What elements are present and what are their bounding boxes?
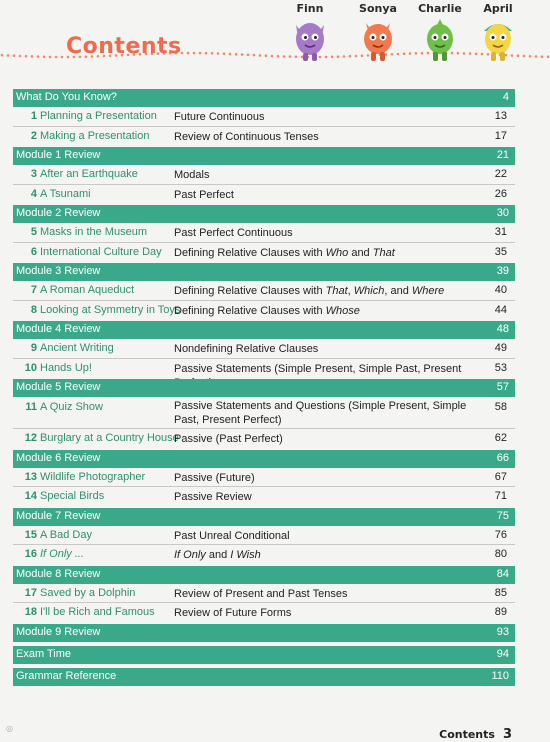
section-title: Module 8 Review — [16, 567, 101, 580]
section-title: Module 3 Review — [16, 265, 101, 277]
lesson-title: Planning a Presentation — [40, 110, 157, 122]
page-footer — [439, 727, 512, 742]
lesson-number: 1 — [30, 110, 37, 122]
lesson-row — [13, 223, 515, 243]
dot — [205, 52, 208, 55]
dot — [217, 52, 220, 55]
grammar-topic: Review of Future Forms — [174, 607, 292, 619]
lesson-number: 12 — [24, 432, 37, 444]
lesson-row — [13, 107, 515, 127]
character-april — [470, 2, 526, 63]
lesson-row — [13, 127, 515, 147]
section-header — [13, 450, 515, 468]
page-title: Contents — [66, 34, 182, 59]
lesson-title: Wildlife Photographer — [40, 470, 146, 483]
lesson-title: Ancient Writing — [40, 342, 114, 354]
section-title: Module 6 Review — [16, 451, 101, 464]
section-title: Exam Time — [16, 647, 72, 660]
lesson-number: 8 — [30, 303, 37, 316]
dot — [211, 52, 214, 55]
grammar-topic: Passive Statements (Simple Present, Simple Past, Present — [174, 362, 462, 375]
lesson-title: Saved by a Dolphin — [40, 586, 136, 599]
lesson-title: If Only ... — [40, 548, 85, 560]
section-title: What Do You Know? — [16, 91, 117, 103]
dot — [199, 52, 202, 55]
dot — [1, 54, 4, 57]
grammar-topic: Defining Relative Clauses with That, Which, and Where — [174, 285, 445, 297]
section-page: 84 — [496, 567, 509, 580]
grammar-topic: Review of Present and Past Tenses — [174, 587, 348, 600]
section-title: Module 2 Review — [16, 207, 101, 219]
grammar-topic: Past Perfect Continuous — [174, 227, 293, 239]
lesson-number: 3 — [30, 168, 37, 180]
section-header — [13, 89, 515, 107]
lesson-row — [13, 185, 515, 205]
section-header — [13, 147, 515, 165]
dot — [343, 55, 346, 58]
dot — [25, 55, 28, 58]
character-charlie — [412, 2, 468, 63]
lesson-number: 9 — [30, 342, 37, 354]
section-title: Module 7 Review — [16, 509, 101, 522]
footer-label: Contents — [439, 728, 495, 741]
lesson-page: 89 — [494, 606, 507, 618]
lesson-title: A Tsunami — [40, 187, 91, 200]
section-page: 4 — [502, 91, 509, 103]
dot — [13, 54, 16, 57]
lesson-page: 62 — [494, 432, 507, 444]
lesson-number: 7 — [30, 284, 37, 296]
section-page: 39 — [496, 265, 509, 277]
character-finn — [282, 2, 338, 63]
lesson-number: 5 — [30, 226, 37, 238]
dot — [43, 56, 46, 59]
lesson-page: 44 — [494, 303, 507, 316]
april-mascot-icon — [476, 17, 520, 63]
lesson-number: 2 — [30, 129, 37, 142]
section-page: 48 — [496, 323, 509, 335]
lesson-page: 76 — [494, 528, 507, 541]
section-header — [13, 624, 515, 642]
dot — [235, 53, 238, 56]
lesson-row — [13, 165, 515, 185]
character-name: Sonya — [359, 2, 397, 15]
lesson-title: A Quiz Show — [40, 401, 103, 413]
section-page: 30 — [496, 207, 509, 219]
lesson-number: 6 — [30, 245, 37, 258]
lesson-page: 67 — [494, 470, 507, 483]
dot — [277, 55, 280, 58]
lesson-page: 71 — [494, 490, 507, 502]
lesson-row — [13, 429, 515, 449]
lesson-row — [13, 545, 515, 565]
lesson-page: 17 — [494, 129, 507, 142]
section-page: 93 — [496, 625, 509, 638]
section-page: 94 — [496, 647, 509, 660]
dot — [409, 52, 412, 55]
lesson-number: 11 — [25, 401, 37, 413]
dot — [61, 56, 64, 59]
lesson-page: 13 — [494, 110, 507, 122]
lesson-title: After an Earthquake — [40, 168, 138, 180]
dot — [31, 55, 34, 58]
character-name: Charlie — [418, 2, 462, 15]
section-title: Module 1 Review — [16, 149, 101, 161]
dot — [547, 56, 550, 59]
lesson-row — [13, 359, 515, 379]
dot — [7, 54, 10, 57]
lesson-title: Masks in the Museum — [40, 226, 147, 238]
character-name: April — [483, 2, 513, 15]
lesson-row — [13, 526, 515, 546]
sonya-mascot-icon — [356, 17, 400, 63]
grammar-topic: If Only and I Wish — [174, 549, 261, 561]
lesson-title: I'll be Rich and Famous — [40, 606, 155, 618]
lesson-row — [13, 487, 515, 507]
lesson-title: Special Birds — [40, 490, 105, 502]
section-header — [13, 321, 515, 339]
grammar-topic: Modals — [174, 169, 210, 181]
charlie-mascot-icon — [418, 17, 462, 63]
section-page: 110 — [491, 669, 509, 682]
lesson-title: Burglary at a Country House — [40, 432, 179, 444]
lesson-page: 40 — [494, 284, 507, 296]
dot — [223, 52, 226, 55]
lesson-number: 10 — [24, 361, 37, 374]
lesson-title: Hands Up! — [40, 361, 92, 374]
contents-table — [13, 89, 515, 686]
dot — [265, 54, 268, 57]
section-page: 75 — [496, 509, 509, 522]
lesson-page: 22 — [494, 168, 507, 180]
dot — [49, 56, 52, 59]
dot — [535, 55, 538, 58]
lesson-number: 14 — [24, 490, 37, 502]
section-page: 66 — [496, 451, 509, 464]
grammar-topic: Review of Continuous Tenses — [174, 130, 319, 143]
dot — [253, 54, 256, 57]
lesson-number: 18 — [24, 606, 37, 618]
lesson-number: 15 — [24, 528, 37, 541]
grammar-topic: Passive Statements and Questions (Simple Present, Simple Past, Present Perfect) — [174, 400, 467, 426]
section-header — [13, 566, 515, 584]
lesson-page: 49 — [494, 342, 507, 354]
lesson-title: Looking at Symmetry in Toys — [40, 303, 181, 316]
grammar-topic: Future Continuous — [174, 111, 265, 123]
grammar-topic: Past Unreal Conditional — [174, 529, 290, 542]
lesson-page: 31 — [494, 226, 507, 238]
grammar-topic: Defining Relative Clauses with Whose — [174, 304, 360, 317]
lesson-number: 16 — [24, 548, 37, 560]
lesson-row — [13, 243, 515, 263]
lesson-row — [13, 301, 515, 321]
finn-mascot-icon — [288, 17, 332, 63]
section-title: Module 5 Review — [16, 381, 101, 393]
lesson-number: 4 — [30, 187, 37, 200]
dot — [193, 52, 196, 55]
lesson-page: 85 — [494, 586, 507, 599]
lesson-row — [13, 281, 515, 301]
grammar-topic: Passive Review — [174, 491, 252, 503]
lesson-row — [13, 397, 515, 429]
lesson-page: 53 — [494, 361, 507, 374]
dot — [229, 53, 232, 56]
lesson-number: 13 — [24, 470, 37, 483]
character-sonya — [350, 2, 406, 63]
lesson-row — [13, 339, 515, 359]
grammar-topic: Defining Relative Clauses with Who and That — [174, 246, 395, 259]
dot — [541, 55, 544, 58]
lesson-title: A Bad Day — [40, 528, 92, 541]
lesson-title: International Culture Day — [40, 245, 162, 258]
section-header — [13, 205, 515, 223]
lesson-title: Making a Presentation — [40, 129, 150, 142]
lesson-row — [13, 603, 515, 623]
lesson-page: 26 — [494, 187, 507, 200]
lesson-page: 35 — [494, 245, 507, 258]
section-title: Module 4 Review — [16, 323, 101, 335]
lesson-number: 17 — [24, 586, 37, 599]
dot — [271, 55, 274, 58]
section-page: 21 — [496, 149, 509, 161]
page-number: 3 — [502, 727, 512, 742]
dot — [19, 55, 22, 58]
section-header — [13, 508, 515, 526]
section-page: 57 — [496, 381, 509, 393]
grammar-topic: Passive (Past Perfect) — [174, 433, 283, 445]
dot — [241, 53, 244, 56]
section-title: Grammar Reference — [16, 669, 117, 682]
dot — [247, 54, 250, 57]
watermark-logo: ◎ — [6, 724, 13, 733]
section-header — [13, 668, 515, 686]
lesson-page: 58 — [494, 401, 507, 413]
section-title: Module 9 Review — [16, 625, 101, 638]
dot — [55, 56, 58, 59]
grammar-topic: Nondefining Relative Clauses — [174, 343, 319, 355]
dot — [37, 55, 40, 58]
grammar-topic: Passive (Future) — [174, 471, 255, 484]
dot — [259, 54, 262, 57]
lesson-row — [13, 584, 515, 604]
lesson-page: 80 — [494, 548, 507, 560]
section-header — [13, 379, 515, 397]
character-name: Finn — [296, 2, 324, 15]
section-header — [13, 646, 515, 664]
lesson-title: A Roman Aqueduct — [40, 284, 135, 296]
grammar-topic: Past Perfect — [174, 188, 234, 201]
lesson-row — [13, 468, 515, 488]
dot — [529, 55, 532, 58]
section-header — [13, 263, 515, 281]
dot — [187, 52, 190, 55]
